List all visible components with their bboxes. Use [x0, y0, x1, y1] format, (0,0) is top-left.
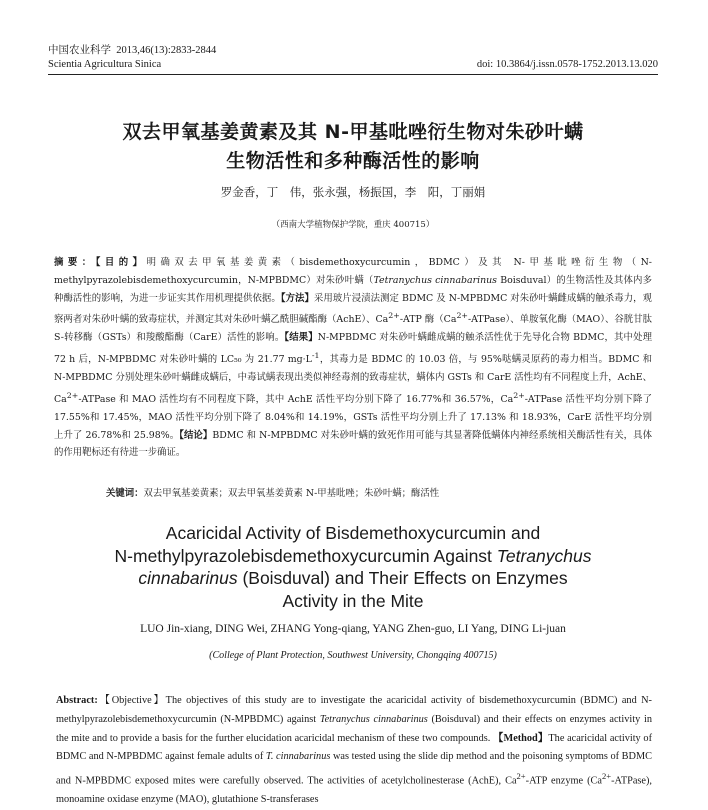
title-en-text: N-methylpyrazolebisdemethoxycurcumin Against [114, 545, 497, 566]
abstract-cn [54, 254, 652, 462]
keywords-cn-text: 双去甲氧基姜黄素；双去甲氧基姜黄素 N-甲基吡唑；朱砂叶螨；酶活性 [143, 488, 440, 499]
running-header [48, 44, 658, 72]
abstract-en-label: Abstract: [56, 695, 98, 706]
method-tag-en: 【Method】 [493, 732, 549, 744]
title-en-line4: Activity in the Mite [282, 590, 424, 611]
abstract-cn-text: -ATPase）、单胺氧化酶（MAO）、谷胱甘肽 S-转移酶（GSTs）和羧酸酯酶（CarE）活性的影响。 [54, 314, 653, 344]
objective-tag-en: 【Objective】 [97, 695, 166, 706]
objective-tag-cn: 【目的】 [95, 257, 147, 268]
title-en-line3 [48, 567, 658, 590]
title-cn-line1: 双去甲氧基姜黄素及其 N-甲基吡唑衍生物对朱砂叶螨 [122, 121, 584, 143]
species-name: Tetranychus cinnabarinus [319, 713, 428, 725]
affiliation-cn: （西南大学植物保护学院，重庆 400715） [271, 220, 435, 230]
superscript: -1 [311, 351, 320, 361]
superscript: 2+ [66, 390, 79, 400]
title-en-species: cinnabarinus [138, 568, 238, 588]
abstract-en [56, 692, 652, 810]
title-en-line2 [48, 545, 658, 568]
authors-cn: 罗金香，丁 伟，张永强，杨振国，李 阳，丁丽娟 [220, 185, 486, 199]
abstract-en-text: -ATPase), monoamine oxidase enzyme (MAO), glutathione S-transferases [56, 775, 652, 806]
abstract-en-text: was tested using the slide dip method and the poisoning symptoms of BDMC and N-MPBDMC exposed mites were carefully observed. The activities of acetylcholinesterase (AchE), Ca [56, 751, 652, 787]
abstract-cn-text: BDMC 和 N-MPBDMC 对朱砂叶螨的致死作用可能与其显著降低螨体内神经系统相关酶活性有关，具体的作用靶标还有待进一步确证。 [54, 429, 652, 459]
keywords-cn-label: 关键词： [106, 488, 144, 499]
superscript: 2+ [456, 311, 468, 321]
method-tag-cn: 【方法】 [280, 292, 314, 304]
abstract-en-text: (Boisduval) and their effects on enzymes activity in the mite and to provide a basis for the further elucidation acaricidal mechanism of these two compounds. [56, 713, 652, 744]
journal-issue [48, 44, 216, 58]
abstract-cn-text: Boisduval）的生物活性及其体内多种酶活性的影响，为进一步证实其作用机理提供依据。 [54, 274, 653, 304]
header-divider [48, 74, 658, 75]
abstract-cn-text: 明确双去甲氧基姜黄素（bisdemethoxycurcumin，BDMC）及其 N-甲基吡唑衍生物（N-methylpyrazolebisdemethoxycurcumin，N-MPBDMC）对朱砂叶螨（ [54, 257, 652, 286]
species-name: T. cinnabarinus [265, 751, 331, 763]
superscript: 2+ [516, 771, 526, 782]
title-en-line1: Acaricidal Activity of Bisdemethoxycurcumin and [165, 523, 541, 543]
conclusion-tag-cn: 【结论】 [179, 429, 213, 441]
title-cn-line2: 生物活性和多种酶活性的影响 [226, 150, 480, 172]
abstract-en-text: The acaricidal activity of BDMC and N-MPBDMC against female adults of [56, 732, 652, 763]
abstract-cn-text: -ATP 酶（Ca [399, 314, 457, 326]
keywords-cn [106, 485, 652, 499]
result-tag-cn: 【结果】 [284, 332, 318, 344]
affiliation-en: (College of Plant Protection, Southwest University, Chongqing 400715) [209, 650, 497, 661]
abstract-en-text: -ATP enzyme (Ca [525, 775, 602, 787]
species-name: Tetranychus cinnabarinus [373, 274, 497, 286]
abstract-cn-text: 采用玻片浸渍法测定 BDMC 及 N-MPBDMC 对朱砂叶螨雌成螨的触杀毒力，观察两者对朱砂叶螨的致毒症状，并测定其对朱砂叶螨乙酰胆碱酯酶（AchE）、Ca [54, 292, 652, 326]
abstract-cn-label: 摘要： [54, 257, 96, 268]
authors-en: LUO Jin-xiang, DING Wei, ZHANG Yong-qiang, YANG Zhen-guo, LI Yang, DING Li-juan [140, 623, 566, 635]
superscript: 2+ [388, 311, 400, 321]
superscript: 2+ [513, 390, 525, 400]
title-cn [48, 118, 658, 176]
abstract-cn-text: ，其毒力是 BDMC 的 10.03 倍，与 95%哒螨灵原药的毒力相当。BDMC 和 N-MPBDMC 分别处理朱砂叶螨雌成螨后，中毒试螨表现出类似神经毒剂的致毒症状，螨体内 GSTs 和 CarE 活性均有不同程度上升，AchE、Ca [54, 354, 653, 405]
abstract-cn-text: N-MPBDMC 对朱砂叶螨雌成螨的触杀活性优于先导化合物 BDMC，其中处理 72 h 后，N-MPBDMC 对朱砂叶螨的 LC₅₀ 为 21.77 mg·L [54, 332, 652, 366]
doi-link[interactable]: doi: 10.3864/j.issn.0578-1752.2013.13.020 [476, 59, 658, 70]
title-en-species: Tetranychus [496, 545, 592, 566]
abstract-cn-text: -ATPase 活性平均分别下降了 17.55%和 17.45%，MAO 活性平均分别下降了 8.04%和 14.19%，GSTs 活性平均分别上升了 17.13% 和 18.93%，CarE 活性平均分别上升了 26.78%和 25.98%。 [54, 393, 652, 441]
journal-name-en: Scientia Agricultura Sinica [48, 59, 162, 70]
title-en-text: (Boisduval) and Their Effects on Enzymes [237, 568, 568, 588]
abstract-cn-text: -ATPase 和 MAO 活性均有不同程度下降，其中 AchE 活性平均分别下降了 16.77%和 36.57%，Ca [78, 393, 514, 405]
superscript: 2+ [601, 771, 612, 782]
journal-name-cn: 中国农业科学 [48, 45, 111, 56]
abstract-en-text: The objectives of this study are to investigate the acaricidal activity of bisdemethoxycurcumin (BDMC) and N-methylpyrazolebisdemethoxycurcumin (N-MPBDMC) against [56, 695, 652, 725]
title-en [48, 522, 658, 612]
issue-info: 2013,46(13):2833-2844 [116, 45, 217, 56]
